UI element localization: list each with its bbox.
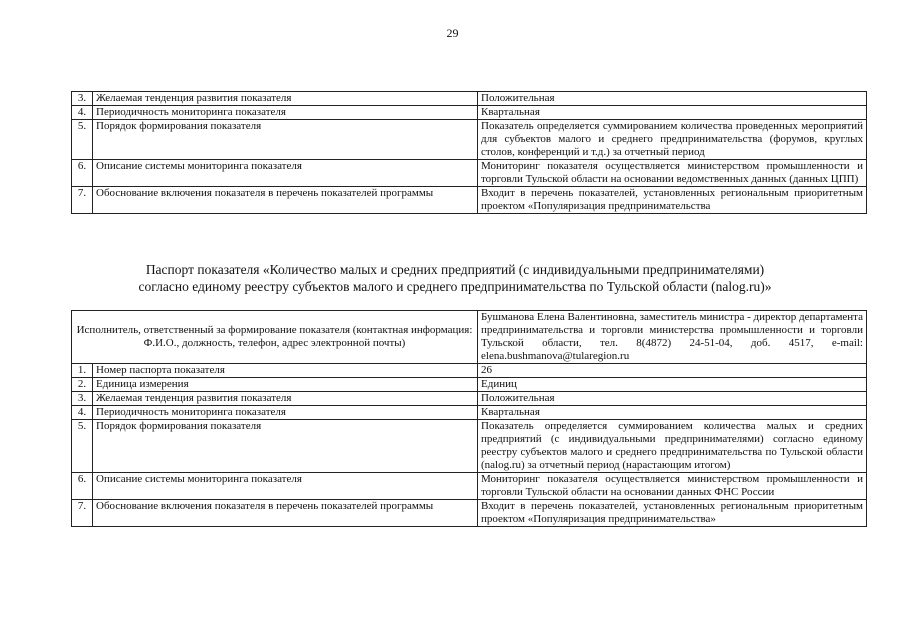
passport-heading-line2: согласно единому реестру субъектов малого и среднего предпринимательства по Тульской области (nalog.ru)» bbox=[138, 279, 772, 294]
row-number: 7. bbox=[72, 187, 93, 214]
row-number: 5. bbox=[72, 120, 93, 160]
row-label: Порядок формирования показателя bbox=[93, 120, 478, 160]
row-label: Описание системы мониторинга показателя bbox=[93, 160, 478, 187]
row-number: 6. bbox=[72, 160, 93, 187]
row-value: Положительная bbox=[478, 92, 867, 106]
row-number: 7. bbox=[72, 500, 93, 527]
table-row bbox=[72, 473, 867, 500]
row-value: Квартальная bbox=[478, 406, 867, 420]
row-value: 26 bbox=[478, 364, 867, 378]
row-value: Входит в перечень показателей, установленных региональным приоритетным проектом «Популяризация предпринимательства bbox=[478, 187, 867, 214]
row-number: 4. bbox=[72, 106, 93, 120]
row-value: Единиц bbox=[478, 378, 867, 392]
row-label: Описание системы мониторинга показателя bbox=[93, 473, 478, 500]
row-value: Показатель определяется суммированием количества проведенных мероприятий для субъектов малого и среднего предпринимательства (форумов, круглых столов, конференций и т.д.) за отчетный период bbox=[478, 120, 867, 160]
row-label: Периодичность мониторинга показателя bbox=[93, 106, 478, 120]
table-row bbox=[72, 187, 867, 214]
passport-heading bbox=[60, 261, 850, 295]
table-row bbox=[72, 420, 867, 473]
row-label: Обоснование включения показателя в перечень показателей программы bbox=[93, 187, 478, 214]
row-value: Мониторинг показателя осуществляется министерством промышленности и торговли Тульской области на основании данных ФНС России bbox=[478, 473, 867, 500]
page-number: 29 bbox=[446, 26, 459, 40]
table-row bbox=[72, 92, 867, 106]
table-row bbox=[72, 406, 867, 420]
row-label: Номер паспорта показателя bbox=[93, 364, 478, 378]
indicator-passport-table bbox=[71, 310, 867, 527]
row-label: Обоснование включения показателя в перечень показателей программы bbox=[93, 500, 478, 527]
row-number: 4. bbox=[72, 406, 93, 420]
row-number: 5. bbox=[72, 420, 93, 473]
row-number: 3. bbox=[72, 92, 93, 106]
executor-row bbox=[72, 311, 867, 364]
row-value: Квартальная bbox=[478, 106, 867, 120]
table-row bbox=[72, 120, 867, 160]
row-label: Порядок формирования показателя bbox=[93, 420, 478, 473]
table-row bbox=[72, 392, 867, 406]
row-value: Показатель определяется суммированием количества малых и средних предприятий (с индивидуальными предпринимателями) согласно единому реестру субъектов малого и среднего предпринимательства по Тульской области (nalog.ru) за отчетный период (нарастающим итогом) bbox=[478, 420, 867, 473]
row-number: 2. bbox=[72, 378, 93, 392]
row-value: Входит в перечень показателей, установленных региональным приоритетным проектом «Популяризация предпринимательства» bbox=[478, 500, 867, 527]
row-number: 3. bbox=[72, 392, 93, 406]
indicator-table-top bbox=[71, 91, 867, 214]
row-number: 1. bbox=[72, 364, 93, 378]
executor-value: Бушманова Елена Валентиновна, заместитель министра - директор департамента предпринимательства и торговли министерства промышленности и торговли Тульской области, тел. 8(4872) 24-51-04, доб. 4517, e-mail: elena.bushmanova@tularegion.ru bbox=[478, 311, 867, 364]
row-label: Желаемая тенденция развития показателя bbox=[93, 392, 478, 406]
row-label: Единица измерения bbox=[93, 378, 478, 392]
table-row bbox=[72, 500, 867, 527]
row-value: Мониторинг показателя осуществляется министерством промышленности и торговли Тульской области на основании ведомственных данных (данных ЦПП) bbox=[478, 160, 867, 187]
row-value: Положительная bbox=[478, 392, 867, 406]
row-label: Желаемая тенденция развития показателя bbox=[93, 92, 478, 106]
passport-heading-line1: Паспорт показателя «Количество малых и средних предприятий (с индивидуальными предпринимателями) bbox=[145, 262, 765, 277]
executor-label: Исполнитель, ответственный за формирование показателя (контактная информация: Ф.И.О., должность, телефон, адрес электронной почты) bbox=[72, 311, 478, 364]
table-row bbox=[72, 364, 867, 378]
table-row bbox=[72, 106, 867, 120]
table-row bbox=[72, 378, 867, 392]
table-row bbox=[72, 160, 867, 187]
row-label: Периодичность мониторинга показателя bbox=[93, 406, 478, 420]
row-number: 6. bbox=[72, 473, 93, 500]
